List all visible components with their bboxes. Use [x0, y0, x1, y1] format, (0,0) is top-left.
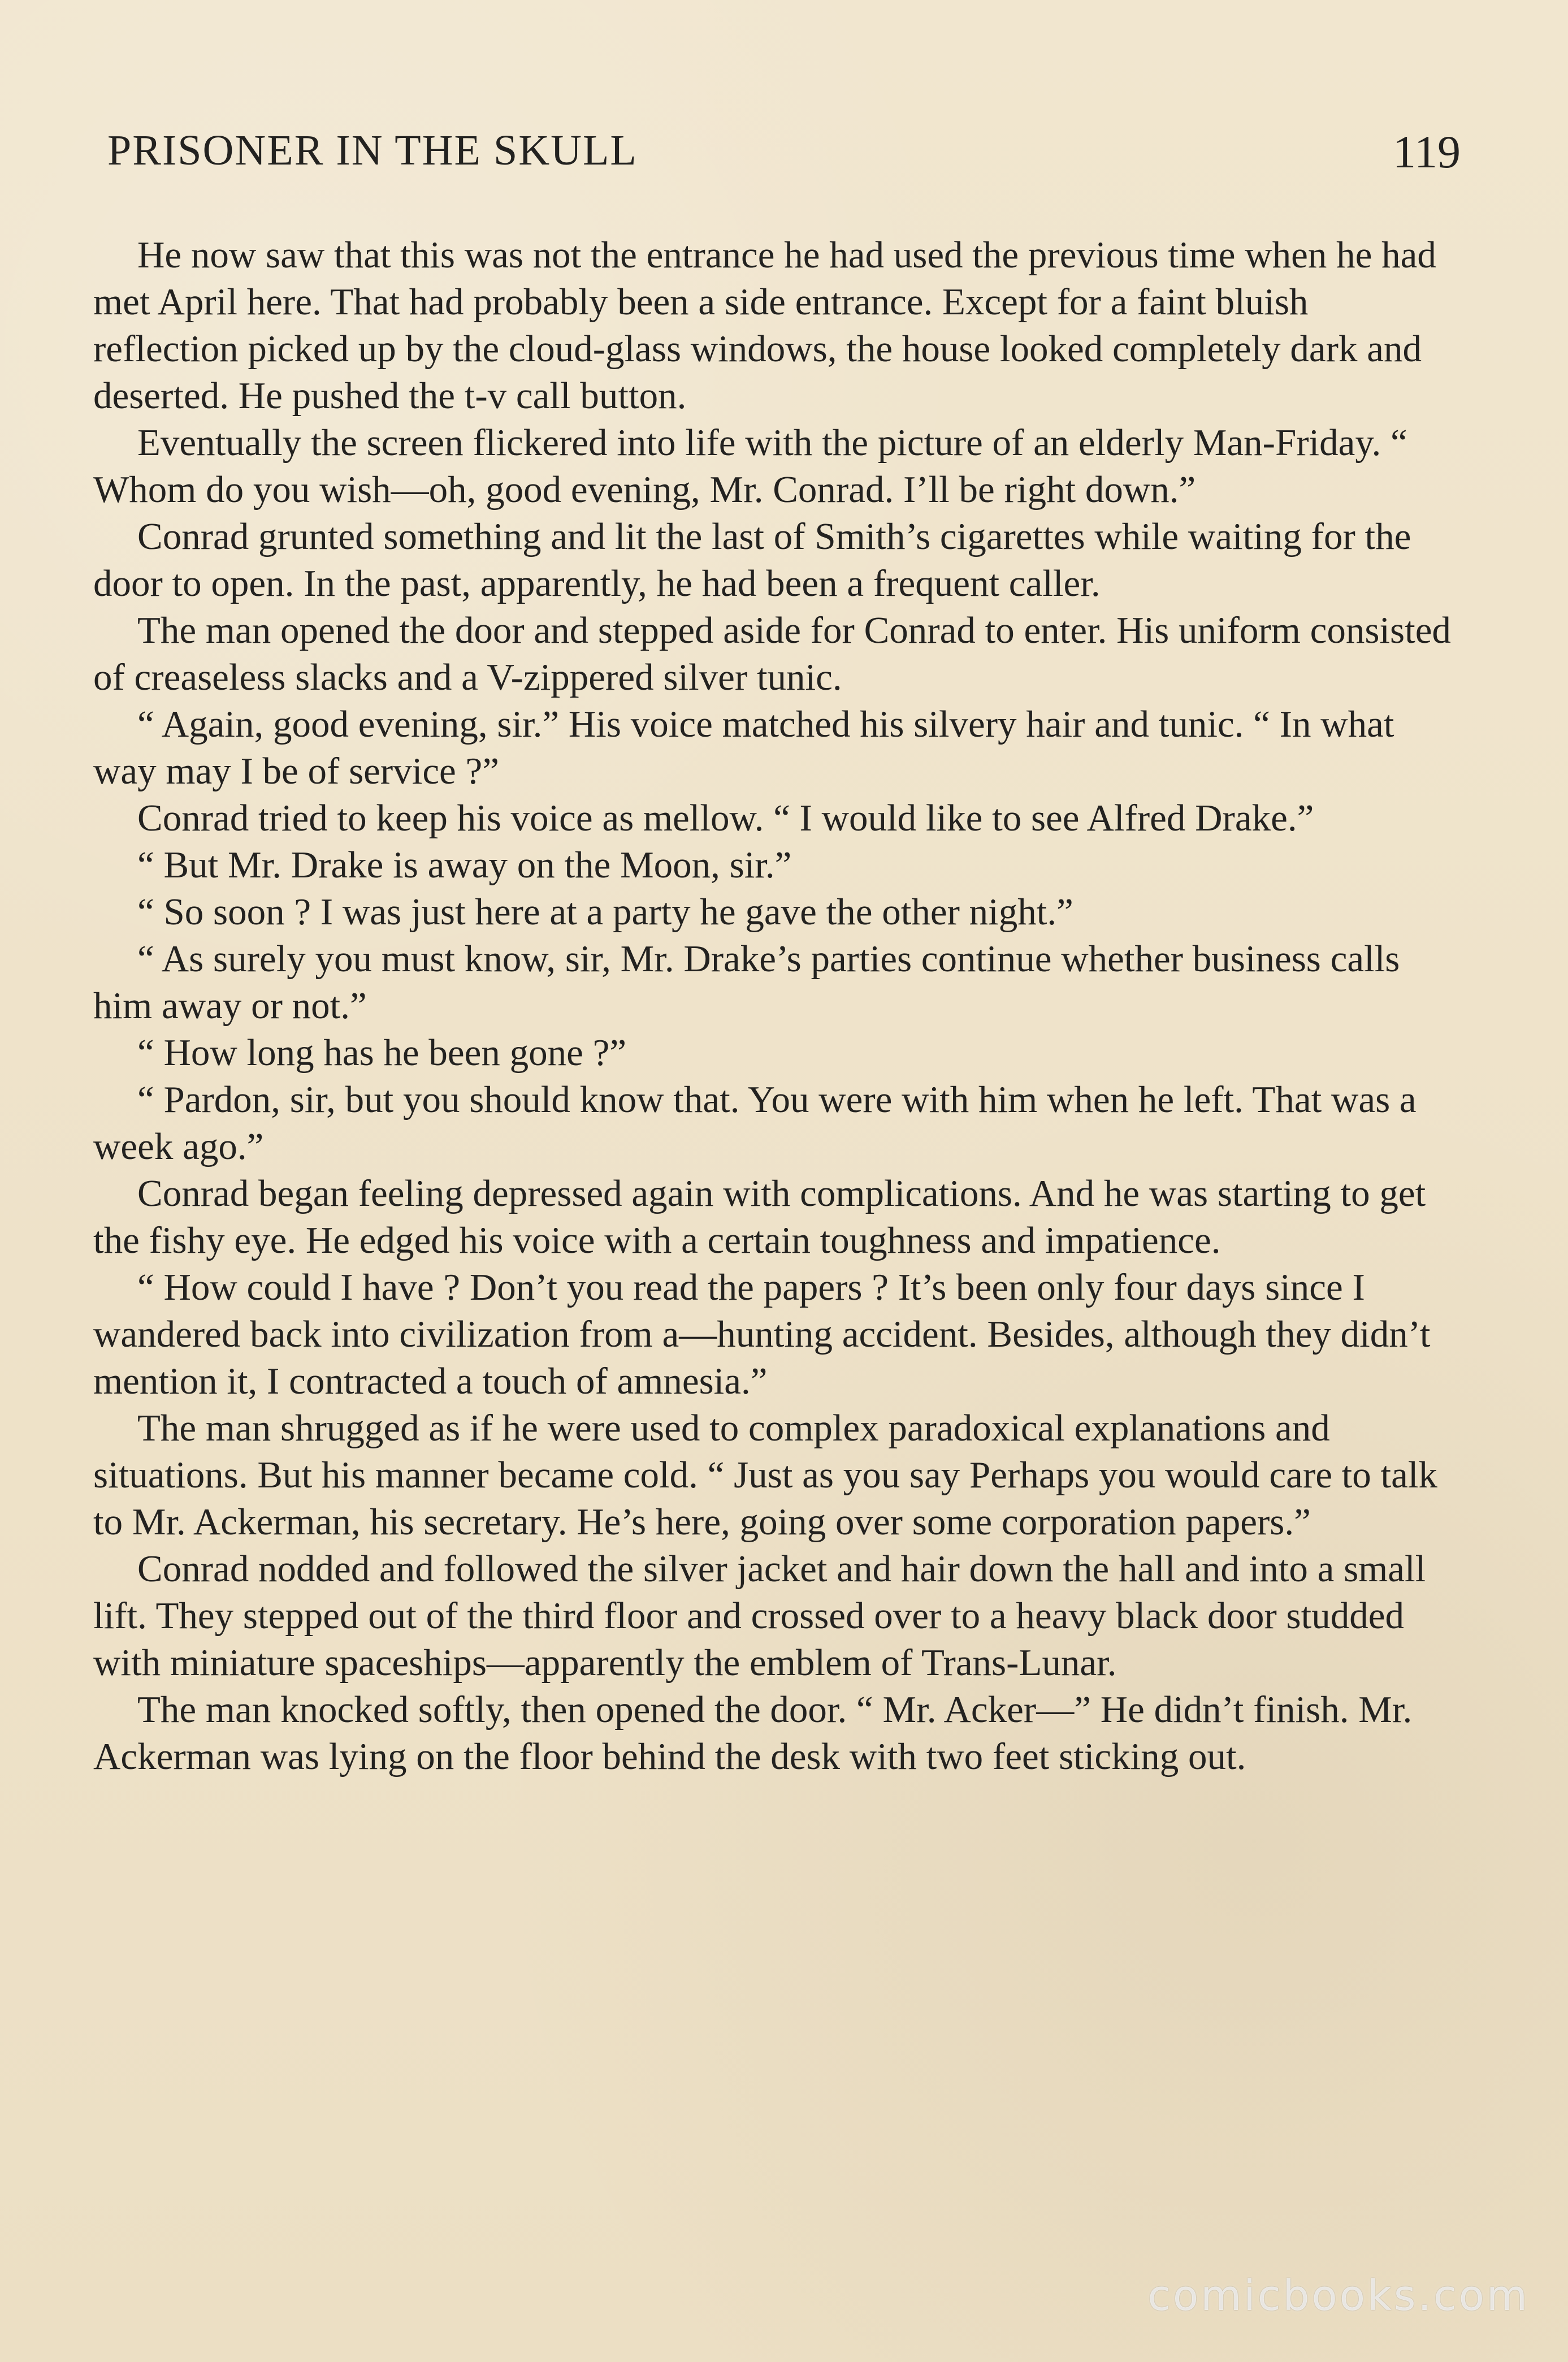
- paragraph: “ As surely you must know, sir, Mr. Drake’s parties continue whether business calls him away or not.”: [93, 938, 1400, 1027]
- paragraph: Conrad tried to keep his voice as mellow. “ I would like to see Alfred Drake.”: [137, 797, 1314, 839]
- paragraph: “ Pardon, sir, but you should know that. You were with him when he left. That was a week ago.”: [93, 1079, 1417, 1167]
- paragraph: “ How could I have ? Don’t you read the papers ? It’s been only four days since I wandered back into civilization from a—hunting accident. Besides, although they didn’t mention it, I contracted a touch of amnesia.”: [93, 1266, 1431, 1402]
- paragraph: Conrad grunted something and lit the last of Smith’s cigarettes while waiting for the door to open. In the past, apparently, he had been a frequent caller.: [93, 516, 1411, 604]
- watermark: comicbooks.com: [1147, 2272, 1530, 2320]
- paragraph: “ But Mr. Drake is away on the Moon, sir.”: [137, 844, 792, 886]
- paragraph: The man shrugged as if he were used to complex paradoxical explanations and situations. But his manner became cold. “ Just as you say Perhaps you would care to talk to Mr. Ackerman, his secretary. He’s here, going over some corporation papers.”: [93, 1407, 1438, 1543]
- paragraph: Conrad nodded and followed the silver jacket and hair down the hall and into a small lift. They stepped out of the third floor and crossed over to a heavy black door studded with miniature spaceships—apparently the emblem of Trans-Lunar.: [93, 1548, 1426, 1684]
- paragraph: Eventually the screen flickered into life with the picture of an elderly Man-Friday. “ Whom do you wish—oh, good evening, Mr. Conrad. I’ll be right down.”: [93, 422, 1407, 511]
- paragraph: The man opened the door and stepped aside for Conrad to enter. His uniform consisted of creaseless slacks and a V-zippered silver tunic.: [93, 609, 1451, 698]
- story-text: [93, 232, 1456, 1780]
- paragraph: “ So soon ? I was just here at a party he gave the other night.”: [137, 891, 1073, 933]
- paragraph: Conrad began feeling depressed again with complications. And he was starting to get the fishy eye. He edged his voice with a certain toughness and impatience.: [93, 1173, 1426, 1261]
- paragraph: He now saw that this was not the entrance he had used the previous time when he had met April here. That had probably been a side entrance. Except for a faint bluish reflection picked up by the cloud-glass windows, the house looked completely dark and deserted. He pushed the t-v call button.: [93, 234, 1436, 417]
- paragraph: The man knocked softly, then opened the door. “ Mr. Acker—” He didn’t finish. Mr. Ackerman was lying on the floor behind the desk with two feet sticking out.: [93, 1689, 1413, 1777]
- paragraph: “ How long has he been gone ?”: [137, 1032, 627, 1074]
- page-number: 119: [1393, 126, 1461, 178]
- running-header: [107, 126, 1461, 191]
- chapter-title: PRISONER IN THE SKULL: [107, 127, 638, 174]
- paragraph: “ Again, good evening, sir.” His voice matched his silvery hair and tunic. “ In what way may I be of service ?”: [93, 703, 1394, 792]
